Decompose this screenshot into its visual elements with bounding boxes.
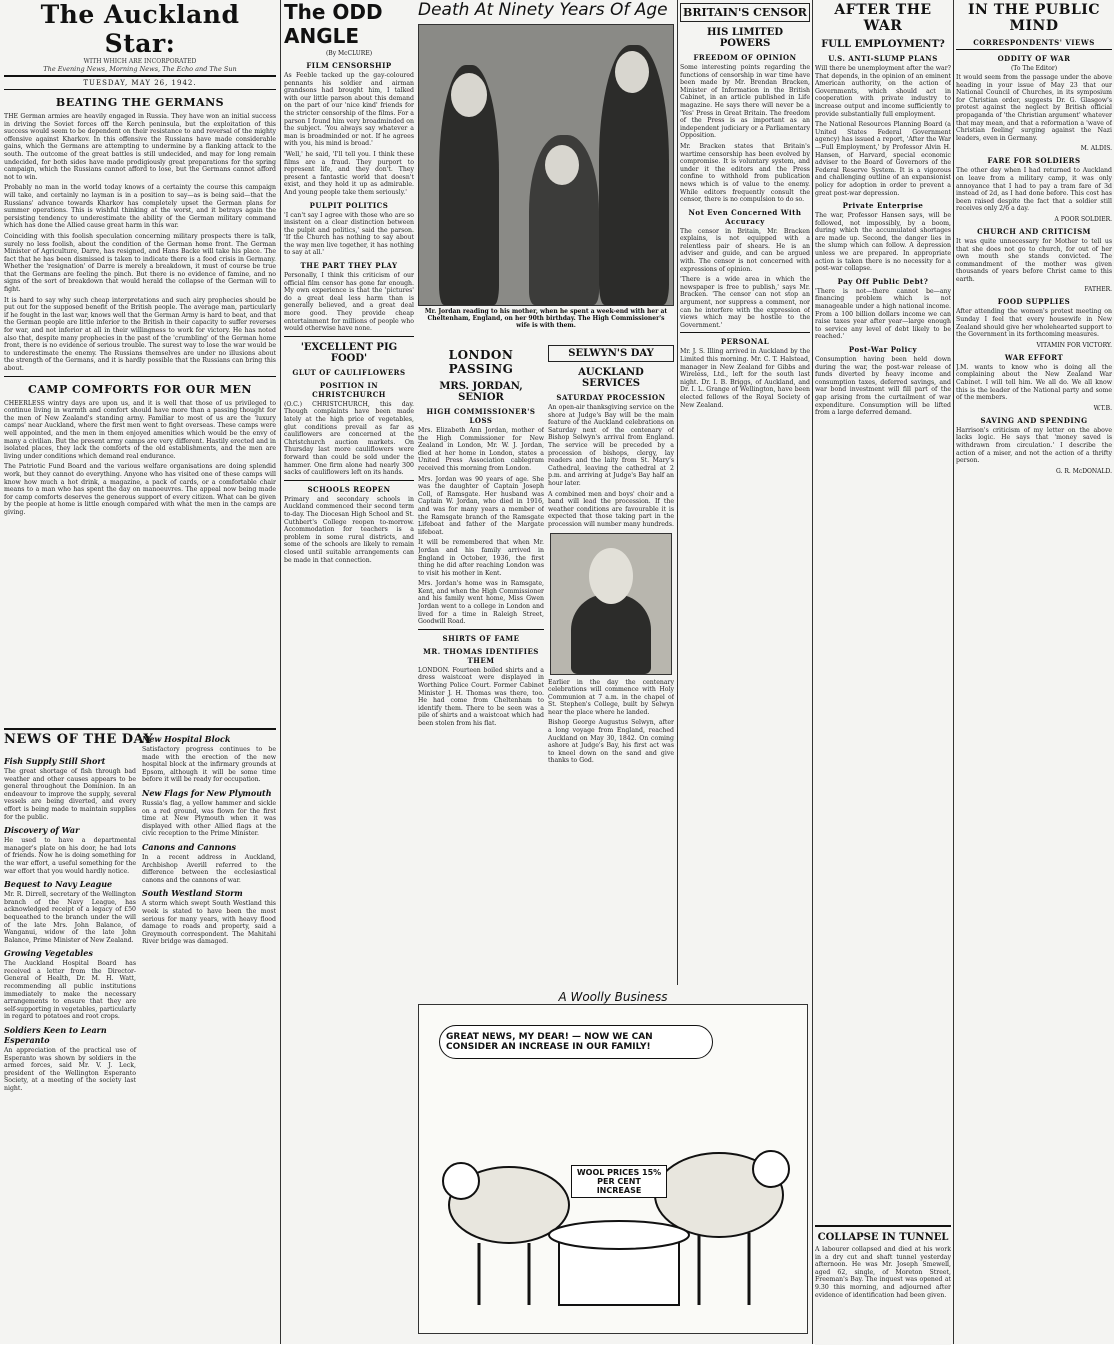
censor-subhead: FREEDOM OF OPINION [693,53,797,62]
masthead-sub: The Evening News, Morning News, The Echo and The Sun [43,65,237,73]
letter-text: It would seem from the passage under the above heading in your issue of May 23 that our National Council of Churches, in its symposium for Christian order, suggests Dr. G. Glasgow's protest against the neglect by British official propaganda of 'the Christian argument' whatever that may mean, and that a reformation a 'wave of Christian feeling' surging against the Nazi leaders, even in Germany. [956,74,1112,142]
letter-heading: WAR EFFORT [1004,352,1064,362]
schools-paragraph: Primary and secondary schools in Auckland commenced their second term to-day. The Diocesan High School and St. Cuthbert's College reopen to-morrow. Accommodation for teachers is a problem in some rural districts, and some of the schools are likely to remain closed until suitable arrangements can be made in that connection. [284,495,414,564]
censor-paragraph: Mr. Bracken states that Britain's wartime censorship has been evolved by compromise. It is voluntary system, and under it the editors and the Press confine to withhold from publication news which is of value to the enemy. While editors frequently consult the censor, there is no compulsion to do so. [680,142,810,204]
editorial-paragraph: It is hard to say why such cheap interpretations and such airy prophecies should be put out for the supposed benefit of the British people. The average man, particularly if he fought in the last war, knows well that the German Army is hard to beat, and that the German people are little inferior to the British in their capacity to suffer reverses for war, and not inferior at all in their willingness to work for victory. He has noted also that, despite many prophecies in the past of the 'crumbling' of the German home front, there is no evidence of serious trouble. The surest way to lose the war would be to underestimate the enemy. The Russians themselves are under no illusions about the strength of the Germans, and it is hardly possible that the Russians can bring this about. [4,296,276,372]
public-mind-subhead: CORRESPONDENTS' VIEWS [973,38,1095,47]
after-war-column [815,0,951,1344]
odd-angle-paragraph: 'Well,' he said, 'I'll tell you. I think these films are a fraud. They purport to represent life, and they don't. They present a fantastic world that doesn't exist, and they hold it up as admirable. And young people take them seriously.' [284,150,414,196]
odd-angle-column [284,0,414,1344]
news-item-heading: Soldiers Keen to Learn Esperanto [4,1025,107,1046]
masthead-title: The Auckland Star: [40,0,240,58]
masthead-incorporated: WITH WHICH ARE INCORPORATED [83,58,197,65]
censor-paragraph: The censor in Britain, Mr. Bracken explains, is not equipped with a relentless pair of shears. He is an adviser and guide, and can be argued with. The censor is not concerned with expressions of opinion. [680,227,810,273]
editorial-paragraph: Coinciding with this foolish speculation concerning military prospects there is talk, surely no less foolish, about the condition of the German home front. The German Minister of Agriculture, Darre, has resigned, and Hans Backe will take his place. The fact that he has been dismissed is taken to indicate there is a food crisis in Germany. Whether the 'resignation' of Darre is merely a breakdown, it must of course be true that the Germans are feeling the pinch. But there is no evidence of famine, and no signs of the sort of breakdown that would herald the collapse of the German will to fight. [4,232,276,294]
pig-food-heading: 'EXCELLENT PIG FOOD' [300,341,398,364]
news-item-heading: Bequest to Navy League [4,879,113,890]
news-item-text: Russia's flag, a yellow hammer and sickle on a red ground, was flown for the first time at New Plymouth when it was displayed with other Allied flags at the civic reception to the Prime Minister. [142,799,276,838]
odd-angle-byline: (By McCLURE) [325,50,373,57]
news-item-text: The Auckland Hospital Board has received a letter from the Director-General of Health, Dr. M. H. Watt, recommending all public institutions immediately to make the necessary arrangements to ensure that they are self-supporting in vegetables, particularly in regard to potatoes and root crops. [4,960,136,1021]
pig-food-subhead: POSITION IN CHRISTCHURCH [312,380,386,399]
collapse-tunnel [815,1225,951,1345]
letter-signature: A POOR SOLDIER. [1054,215,1112,223]
issue-date: TUESDAY, MAY 26, 1942. [83,79,197,87]
selwyn-heading: SELWYN'S DAY [548,345,674,362]
camp-paragraph: The Patriotic Fund Board and the various welfare organisations are doing splendid work, but they cannot do everything. Anyone who has visited one of these camps will know how much a hot drink, a magazine, a pack of cards, or a comfortable chair means to a man who has spent the day on manoeuvres. The appeal now being made for camp comforts deserves the generous support of every citizen. What can be given by the people at home is little enough compared with what the men in the camps are giving. [4,463,276,516]
news-item-text: He used to have a departmental manager's plate on his door, he had lots of friends. Now he is doing something for the war effort, a useful something for the war effort that you would hardly notice. [4,837,136,875]
photo-caption: Mr. Jordan reading to his mother, when he spent a week-end with her at Cheltenham, England, on her 90th birthday. The High Commissioner's wife is with them. [424,308,668,329]
after-war-subhead: U.S. ANTI-SLUMP PLANS [828,54,938,63]
pig-food-subhead: GLUT OF CAULIFLOWERS [292,367,406,377]
letter-signature: FATHER. [1084,286,1112,294]
news-of-the-day [4,728,276,1342]
news-item-heading: Growing Vegetables [4,948,93,959]
after-war-paragraph: 'There is not—there cannot be—any financing problem which is not manageable under a high national income. From a 100 billion dollars income we can raise taxes year after year—large enough to service any level of debt likely to be reached.' [815,287,951,341]
cartoon-woolly-business [418,990,808,1340]
letter-text: J.M. wants to know who is doing all the complaining about the New Zealand War Cabinet. I will tell him. We all do. We all know this is the leader of the National party and some of the members. [956,363,1112,402]
odd-angle-subhead: FILM CENSORSHIP [306,61,392,70]
london-heading: LONDON PASSING [448,348,514,376]
letter-sub: (To The Editor) [1010,65,1058,72]
letter-signature: M. ALDIS. [1080,145,1112,153]
news-item-text: A storm which swept South Westland this week is stated to have been the most serious for many years, with heavy flood damage to roads and property, said a Greymouth correspondent. The Mahitahi River bridge was damaged. [142,900,276,946]
camp-paragraph: CHEERLESS wintry days are upon us, and it is well that those of us privileged to continue living in warmth and comfort should have more than a passing thought for the men of New Zealand's standing army. Familiar to most of us are the 'luxury camps' near Auckland, where the first men went to fight overseas. These camps were well appointed, and the men in them enjoyed amenities which would be the envy of many a civilian. But the present army camps are very different. Hastily erected and in isolated places, they lack the comforts of the old establishments, and the men are living under conditions which demand real endurance. [4,399,276,460]
editorial-paragraph: Probably no man in the world today knows of a certainty the course this campaign will take, and certainly no layman is in a position to say—as is being said—that the Russians' advance towards Kharkov has completely upset the German plans for summer operations. This is wishful thinking at the worst, and it betrays again the persisting tendency to underestimate the ability of the German military command which has done the Allied cause great harm in this war. [4,184,276,230]
wool-prices-sign: WOOL PRICES 15% PER CENT INCREASE [571,1165,667,1198]
public-mind-column [956,0,1112,1344]
editorial-heading: BEATING THE GERMANS [55,96,225,109]
letter-text: The other day when I had returned to Auckland on leave from a military camp, it was only annoyance that I had to pay a tram fare of 3d instead of 2d, as I had done before. This cost has been raised despite the fact that a soldier still receives only 2/6 a day. [956,167,1112,213]
letter-heading: ODDITY OF WAR [997,54,1071,63]
camp-heading: CAMP COMFORTS FOR OUR MEN [27,382,252,396]
news-item-text: An appreciation of the practical use of Esperanto was shown by soldiers in the armed forces, said Mr. V. J. Leck, president of the Wellington Esperanto Society, at a meeting of the society last night. [4,1047,136,1092]
london-subhead: HIGH COMMISSIONER'S LOSS [426,407,536,425]
death-title: Death At Ninety Years Of Age [418,0,668,20]
news-item-text: Satisfactory progress continues to be made with the erection of the new hospital block at the infirmary grounds at Epsom, although it will be some time before it will be ready for occupation. [142,746,276,784]
selwyn-subhead: AUCKLAND SERVICES [578,367,644,389]
selwyn-paragraph: Earlier in the day the centenary celebrations will commence with Holy Communion at 7 a.m. in the chapel of St. Stephen's College, built by Selwyn near the place where he landed. [548,678,674,716]
letter-signature: W.T.B. [1093,404,1112,412]
letter-signature: VITAMIN FOR VICTORY. [1036,341,1112,349]
london-paragraph: It will be remembered that when Mr. Jordan and his family arrived in England in October, 1936, the first thing he did after reaching London was to visit his mother in Kent. [418,539,544,577]
censor-paragraph: 'There is a wide area in which the newspaper is free to publish,' says Mr. Bracken. 'The censor can not stop an argument, nor suppress a comment, nor can he interfere with the expression of views which may be hostile to the Government.' [680,276,810,329]
odd-angle-paragraph: As Feeble tacked up the gay-coloured pennants his soldier and airman grandsons had brought him, I talked with our little parson about this demand on the part of our 'nice kind' friends for the stricter censorship of the films. For a parson I found him very broadminded on the subject. 'You always say whatever a man is broadminded or not. If he agrees with you, his mind is broad.' [284,72,414,148]
shirts-subhead: MR. THOMAS IDENTIFIES THEM [423,646,539,665]
editorial-paragraph: THE German armies are heavily engaged in Russia. They have won an initial success in driving the Soviet forces off the Kerch peninsula, but the exploitation of this success would seem to be dependent on their resistance to and reversal of the mighty offensive against Kharkov. In this offensive the Russians have made considerable gains, which the Germans are attempting to undermine by a flanking attack to the south. The outcome of the great battles is still undecided, and may for long remain undecided, for both sides have made prodigiously great preparations for the spring campaign, which the Russians cannot afford to lose, but the Germans cannot afford not to win. [4,113,276,181]
letter-heading: SAVING AND SPENDING [980,415,1088,425]
schools-heading: SCHOOLS REOPEN [307,484,391,494]
after-war-subhead: Private Enterprise [842,201,924,211]
odd-angle-title: The ODD ANGLE [284,0,383,48]
censor-column [680,0,810,985]
london-paragraph: Mrs. Elizabeth Ann Jordan, mother of the High Commissioner for New Zealand in London, Mr. W. J. Jordan, died at her home in London, states a United Press Association cablegram received this morning from London. [418,427,544,472]
shirts-paragraph: LONDON. Fourteen boiled shirts and a dress waistcoat were displayed in Worthing Police Court. Former Cabinet Minister J. H. Thomas was there, too. He had come from Cheltenham to identify them. There to be seen was a pile of shirts and a waistcoat which had been stolen from his flat. [418,666,544,727]
selwyn-paragraph: An open-air thanksgiving service on the shore at Judge's Bay will be the main feature of the Auckland celebrations on Saturday next of the centenary of Bishop Selwyn's arrival from England. The service will be preceded by a procession of bishops, clergy, lay readers and the laity from St. Mary's Cathedral, leaving the cathedral at 2 p.m. and arriving at Judge's Bay half an hour later. [548,404,674,487]
collapse-heading: COLLAPSE IN TUNNEL [817,1232,949,1243]
shirts-heading: SHIRTS OF FAME [442,633,520,643]
news-item-heading: Canons and Cannons [142,841,237,852]
london-paragraph: Mrs. Jordan's home was in Ramsgate, Kent, and when the High Commissioner and his family went home, Miss Gwen Jordan went to a college in London and lived for a time in Raleigh Street, Goodwill Road. [418,580,544,626]
selwyn-paragraph: Bishop George Augustus Selwyn, after a long voyage from England, reached Auckland on May 30, 1842. On coming ashore at Judge's Bay, his first act was to kneel down on the sand and give thanks to God. [548,719,674,765]
after-war-subhead: Pay Off Public Debt? [837,276,929,286]
news-title: NEWS OF THE DAY [4,732,154,747]
after-war-paragraph: Consumption having been held down during the war, the post-war release of funds diverted by heavy income and consumption taxes, deferred savings, and war bond investment will fill part of the gap arising from the curtailment of war expenditure. Consumption will be lifted from a large deferred demand. [815,356,951,417]
after-war-paragraph: The National Resources Planning Board (a United States Federal Government agency) has issued a report, 'After the War—Full Employment,' by Professor Alvin H. Hansen, of Harvard, special economic adviser to the Board of Governors of the Federal Reserve System. It is a vigorous and challenging outline of an expansionist policy for adoption in order to prevent a great post-war depression. [815,121,951,197]
after-war-paragraph: Will there be unemployment after the war? That depends, in the opinion of an eminent American authority, on the action of Governments, which should act in cooperation with private industry to increase output and income sufficiently to provide substantially full employment. [815,65,951,118]
news-item-heading: New Flags for New Plymouth [142,787,272,798]
after-war-heading: AFTER THE WAR [834,2,932,34]
news-item-heading: Fish Supply Still Short [4,756,106,766]
letter-heading: CHURCH AND CRITICISM [977,226,1091,236]
letter-heading: FARE FOR SOLDIERS [987,156,1081,166]
speech-bubble: GREAT NEWS, MY DEAR! — NOW WE CAN CONSIDER AN INCREASE IN OUR FAMILY! [439,1025,713,1059]
selwyn-column [548,342,674,982]
editorial-column [4,0,276,720]
news-item-text: In a recent address in Auckland, Archbishop Averill referred to the difference between the ecclesiastical canons and the cannons of war. [142,853,276,884]
censor-heading: BRITAIN'S CENSOR [680,3,810,22]
public-mind-heading: IN THE PUBLIC MIND [967,2,1100,34]
collapse-paragraph: A labourer collapsed and died at his work in a dry cut and shaft tunnel yesterday afternoon. He was Mr. Joseph Smewell, aged 62, single, of Moreton Street, Freeman's Bay. The inquest was opened at 9.30 this morning, and adjourned after evidence of identification had been given. [815,1246,951,1299]
news-item-heading: Discovery of War [4,825,80,836]
odd-angle-paragraph: Personally, I think this criticism of our official film censor has gone far enough. My own experience is that the 'pictures' do a great deal less harm than is generally believed, and a great deal more good. They provide cheap entertainment for millions of people who would otherwise have none. [284,272,414,333]
odd-angle-subhead: THE PART THEY PLAY [300,261,398,271]
odd-angle-paragraph: 'I can't say I agree with those who are so insistent on a clear distinction between the pulpit and politics,' said the parson. 'If the Church has nothing to say about the way men live together, it has nothing to say at all.' [284,211,414,257]
censor-subhead: Not Even Concerned With Accuracy [688,207,802,226]
letter-heading: FOOD SUPPLIES [997,297,1071,307]
letter-text: After attending the women's protest meeting on Sunday I feel that every housewife in New Zealand should give her wholehearted support to the Government in its forthcoming measures. [956,308,1112,339]
news-item-heading: New Hospital Block [142,734,231,744]
cartoon-title: A Woolly Business [558,990,668,1004]
pig-food-paragraph: (O.C.) CHRISTCHURCH, this day. Though complaints have been made lately at the high price of vegetables, glut conditions prevail as far as cauliflowers are concerned at the Christchurch auction markets. On Thursday last more cauliflowers were forward than could be sold under the hammer. One firm alone had nearly 300 sacks of cauliflowers left on its hands. [284,400,414,477]
odd-angle-subhead: PULPIT POLITICS [309,200,389,210]
letter-text: It was quite unnecessary for Mother to tell us that she does not go to church, for out of her own mouth she stands convicted. The commandment of the mother was given thousands of years before Christ came to this earth. [956,237,1112,283]
news-item-text: Mr. R. Dirrell, secretary of the Wellington branch of the Navy League, has acknowledged receipt of a legacy of £50 bequeathed to the branch under the will of the late Mrs. John Balance, of Wanganui, widow of the late John Balance, Prime Minister of New Zealand. [4,891,136,944]
letter-text: Harrison's criticism of my letter on the above lacks logic. He says that 'money saved is withdrawn from circulation.' I describe the action of a miser, and not the action of a thrifty person. [956,426,1112,465]
selwyn-portrait [550,533,672,675]
after-war-paragraph: The war, Professor Hansen says, will be followed, not impossibly, by a boom, during which the accumulated shortages are made up. Second, the danger lies in the slump which can follow. A depression unless we are prepared. In appropriate action is taken there is no necessity for a post-war collapse. [815,212,951,273]
letter-signature: G. R. McDONALD. [1055,467,1112,475]
selwyn-paragraph: A combined men and boys' choir and a band will lead the procession. If the weather conditions are favourable it is expected that those taking part in the procession will number many hundreds. [548,490,674,528]
news-item-text: The great shortage of fish through bad weather and other causes appears to be general throughout the Dominion. In an endeavour to improve the supply, several vessels are being diverted, and every effort is being made to maintain supplies for the public. [4,768,136,821]
jordan-family-photo [418,24,674,306]
after-war-subhead: Post-War Policy [848,345,918,354]
personal-heading: PERSONAL [720,337,770,347]
london-subhead: MRS. JORDAN, SENIOR [439,381,523,403]
selwyn-subhead: SATURDAY PROCESSION [556,393,666,402]
london-paragraph: Mrs. Jordan was 90 years of age. She was the daughter of Captain Joseph Coll, of Ramsgate. Her husband was Captain W. Jordan, who died in 1916, and was for many years a member of the Ramsgate branch of the Ramsgate Lifeboat and father of the Margate lifeboat. [418,475,544,536]
death-feature [418,0,674,340]
after-war-subhead: FULL EMPLOYMENT? [821,39,945,50]
cartoon-drawing [418,1004,808,1334]
censor-subhead: HIS LIMITED POWERS [706,27,784,49]
personal-paragraph: Mr. J. S. Illing arrived in Auckland by the Limited this morning. Mr. C. T. Halstead, manager in New Zealand for Gibbs and Wireless, Ltd., left for the south last night. Dr. I. B. Briggs, of Auckland, and Dr. I. L. Grange of Wellington, have been elected fellows of the Royal Society of New Zealand. [680,348,810,409]
censor-paragraph: Some interesting points regarding the functions of censorship in war time have been made by Mr. Brendan Bracken, Minister of Information in the British Cabinet, in an article published in Life magazine. He says there will never be a 'Yes' Press in Great Britain. The freedom of the Press is as important as an independent judiciary or a Parliamentary Opposition. [680,64,810,140]
news-item-heading: South Westland Storm [142,888,243,899]
